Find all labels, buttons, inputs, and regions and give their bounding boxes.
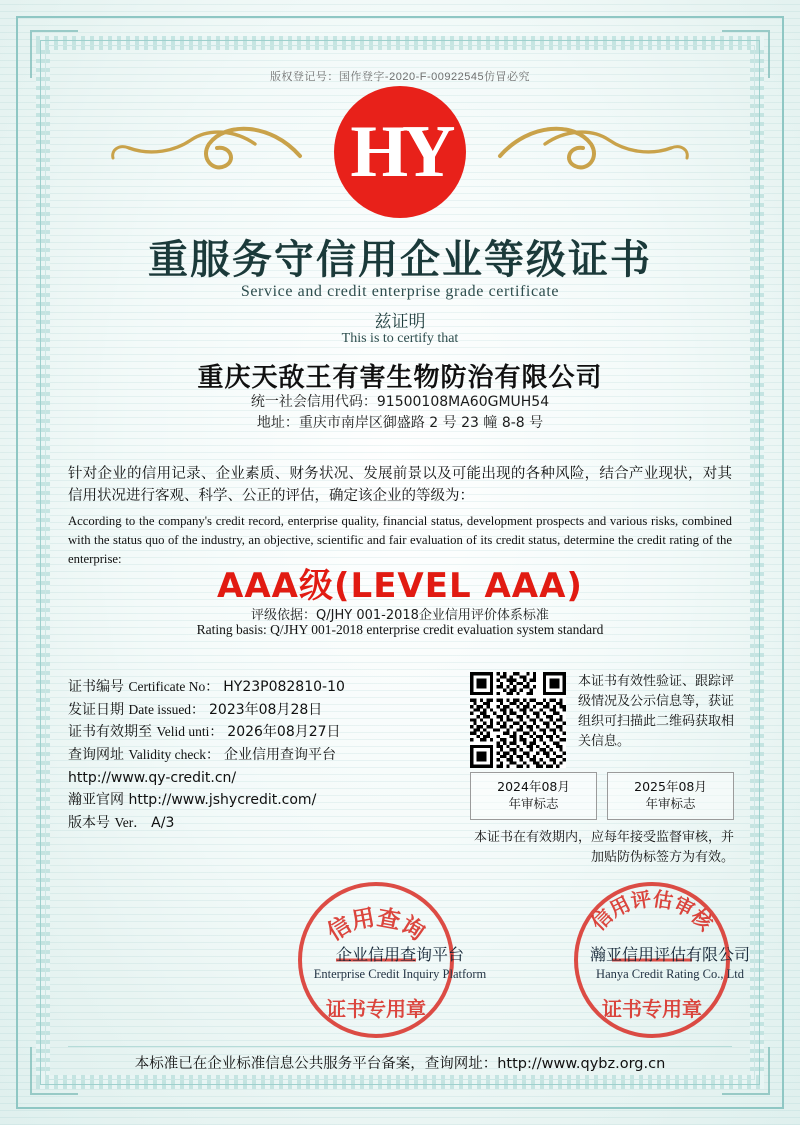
svg-text:信用查询: 信用查询 xyxy=(322,904,430,947)
version-label-cn: 版本号 xyxy=(68,815,110,832)
organization-right-cn: 瀚亚信用评估有限公司 xyxy=(589,945,750,964)
organization-left-en: Enterprise Credit Inquiry Platform xyxy=(313,967,487,981)
statement-cn: 针对企业的信用记录、企业素质、财务状况、发展前景以及可能出现的各种风险，结合产业现状，对其信用状况进行客观、科学、公正的评估，确定该企业的等级为： xyxy=(68,466,732,505)
credit-code-label: 统一社会信用代码： xyxy=(250,394,377,410)
annual-review-year-2025: 2025年08月 xyxy=(634,779,707,795)
cert-no-label-en: Certificate No： xyxy=(128,679,219,694)
company-name: 重庆天敌王有害生物防治有限公司 xyxy=(197,363,603,393)
validity-check-label-cn: 查询网址 xyxy=(68,747,124,764)
svg-text:证书专用章: 证书专用章 xyxy=(326,997,426,1021)
annual-audit-note: 本证书在有效期内，应每年接受监督审核，并加贴防伪标签方为有效。 xyxy=(473,830,734,866)
svg-text:信用评估审核: 信用评估审核 xyxy=(586,886,718,936)
issue-date-row xyxy=(68,699,458,722)
annual-review-year-2024: 2024年08月 xyxy=(497,779,570,795)
footer-divider xyxy=(68,1046,732,1047)
version-label-en: Ver． xyxy=(114,815,147,831)
valid-until-label-en: Velid unti： xyxy=(156,724,223,740)
annual-review-label-2024: 年审标志 xyxy=(508,796,559,811)
certify-line-cn: 兹证明 xyxy=(374,312,426,332)
official-site-url[interactable]: http://www.jshycredit.com/ xyxy=(128,792,317,809)
annual-review-box-2025 xyxy=(607,772,734,820)
credit-code-line xyxy=(0,391,800,411)
address-value: 重庆市南岸区御盛路 2 号 23 幢 8-8 号 xyxy=(298,415,544,431)
hy-logo-emblem xyxy=(334,86,466,218)
issue-date-value: 2023年08月28日 xyxy=(209,701,323,718)
official-site-label: 瀚亚官网 xyxy=(68,792,124,809)
certificate-details-block xyxy=(68,676,458,835)
qr-code-image xyxy=(470,672,566,768)
valid-until-value: 2026年08月27日 xyxy=(227,724,341,741)
qr-code[interactable] xyxy=(470,672,566,768)
footer-note: 本标准已在企业标准信息公共服务平台备案，查询网址：http://www.qybz.org.cn xyxy=(134,1056,666,1072)
certify-line-en: This is to certify that xyxy=(341,331,459,346)
validity-check-label-en: Validity check： xyxy=(128,747,220,763)
official-site-row xyxy=(68,789,458,812)
valid-until-label-cn: 证书有效期至 xyxy=(68,724,152,741)
issue-date-label-en: Date issued： xyxy=(128,701,205,717)
annual-review-boxes xyxy=(470,772,734,820)
company-address-line xyxy=(0,412,800,432)
cert-no-label-cn: 证书编号 xyxy=(68,679,124,695)
svg-text:证书专用章: 证书专用章 xyxy=(602,997,702,1021)
issue-date-label-cn: 发证日期 xyxy=(68,701,124,718)
qr-instruction-note: 本证书有效性验证、跟踪评级情况及公示信息等，获证组织可扫描此二维码获取相关信息。 xyxy=(578,674,735,750)
valid-until-row xyxy=(68,721,458,744)
flourish-right-icon xyxy=(495,104,695,184)
validity-check-platform: 企业信用查询平台 xyxy=(224,747,337,764)
version-row xyxy=(68,812,458,835)
version-value: A/3 xyxy=(151,815,175,832)
organization-right xyxy=(560,942,780,982)
annual-review-box-2024 xyxy=(470,772,597,820)
address-label: 地址： xyxy=(256,415,299,431)
organization-left-cn: 企业信用查询平台 xyxy=(335,945,464,964)
logo-glyph: HY xyxy=(350,111,450,193)
validity-check-url[interactable]: http://www.qy-credit.cn/ xyxy=(68,769,237,786)
certificate-title-en: Service and credit enterprise grade certificate xyxy=(240,283,560,300)
emblem-area xyxy=(0,86,800,216)
credit-rating-level: AAA级(LEVEL AAA) xyxy=(217,566,583,606)
rating-basis-cn: 评级依据：Q/JHY 001-2018企业信用评价体系标准 xyxy=(251,608,549,623)
rating-basis-en: Rating basis: Q/JHY 001-2018 enterprise credit evaluation system standard xyxy=(196,622,604,637)
organization-right-en: Hanya Credit Rating Co., Ltd xyxy=(596,967,744,981)
copyright-registration-notice: 版权登记号：国作登字-2020-F-00922545仿冒必究 xyxy=(269,71,531,83)
certificate-title-cn: 重服务守信用企业等级证书 xyxy=(148,237,652,283)
statement-en: According to the company's credit record, enterprise quality, financial status, development prospects and various risks, combined with the status quo of the industry, an objective, scientific and fair evaluation of its credit status, determine the credit rating of the enterprise: xyxy=(68,513,732,567)
organization-left xyxy=(300,942,500,982)
evaluation-statement xyxy=(68,463,732,569)
flourish-left-icon xyxy=(105,104,305,184)
credit-code-value: 91500108MA60GMUH54 xyxy=(376,394,550,410)
validity-check-row xyxy=(68,744,458,767)
annual-review-label-2025: 年审标志 xyxy=(645,796,696,811)
cert-no-row xyxy=(68,676,458,699)
cert-no-value: HY23P082810-10 xyxy=(223,679,345,695)
